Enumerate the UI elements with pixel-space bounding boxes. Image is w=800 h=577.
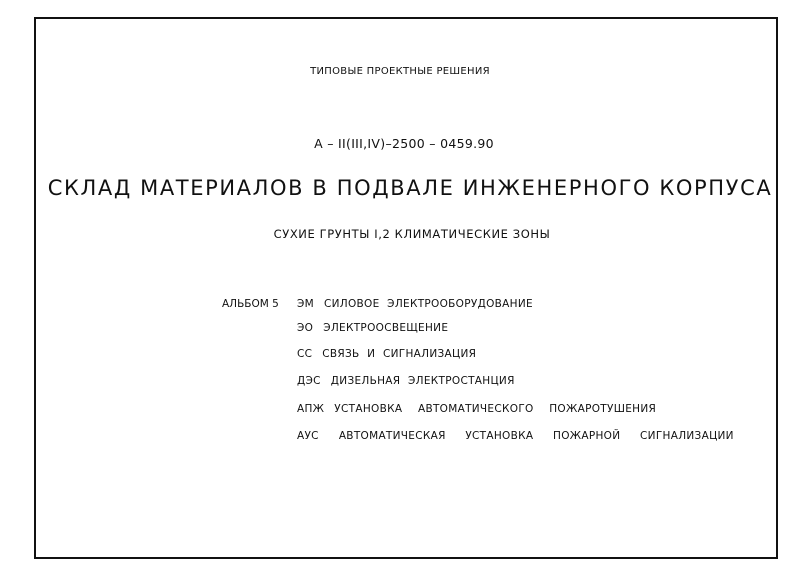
section-name: ЭЛЕКТРООСВЕЩЕНИЕ xyxy=(323,322,449,334)
album-label: АЛЬБОМ 5 xyxy=(222,298,279,310)
section-row-ss xyxy=(297,348,476,360)
section-name: СВЯЗЬ И СИГНАЛИЗАЦИЯ xyxy=(322,348,477,360)
section-abbr: АПЖ xyxy=(297,403,325,415)
section-abbr: АУС xyxy=(297,430,319,442)
section-row-des xyxy=(297,375,515,387)
section-name: АВТОМАТИЧЕСКАЯ УСТАНОВКА ПОЖАРНОЙ СИГНАЛИЗАЦИИ xyxy=(338,430,734,442)
section-name: СИЛОВОЕ ЭЛЕКТРООБОРУДОВАНИЕ xyxy=(324,298,533,310)
section-row-eo xyxy=(297,322,448,334)
section-abbr: ЭМ xyxy=(297,298,314,310)
document-header: ТИПОВЫЕ ПРОЕКТНЫЕ РЕШЕНИЯ xyxy=(310,66,490,77)
document-subtitle: СУХИЕ ГРУНТЫ I,2 КЛИМАТИЧЕСКИЕ ЗОНЫ xyxy=(273,227,551,241)
drawing-frame xyxy=(34,17,778,559)
section-abbr: ДЭС xyxy=(297,375,321,387)
section-name: УСТАНОВКА АВТОМАТИЧЕСКОГО ПОЖАРОТУШЕНИЯ xyxy=(334,403,657,415)
section-row-aus xyxy=(297,430,734,442)
section-row-apzh xyxy=(297,403,656,415)
document-code: А – II(III,IV)–2500 – 0459.90 xyxy=(314,136,494,151)
section-name: ДИЗЕЛЬНАЯ ЭЛЕКТРОСТАНЦИЯ xyxy=(330,375,515,387)
section-abbr: СС xyxy=(297,348,313,360)
document-title: СКЛАД МАТЕРИАЛОВ В ПОДВАЛЕ ИНЖЕНЕРНОГО КОРПУСА xyxy=(47,176,773,200)
section-abbr: ЭО xyxy=(297,322,314,334)
section-row-em xyxy=(297,298,533,310)
